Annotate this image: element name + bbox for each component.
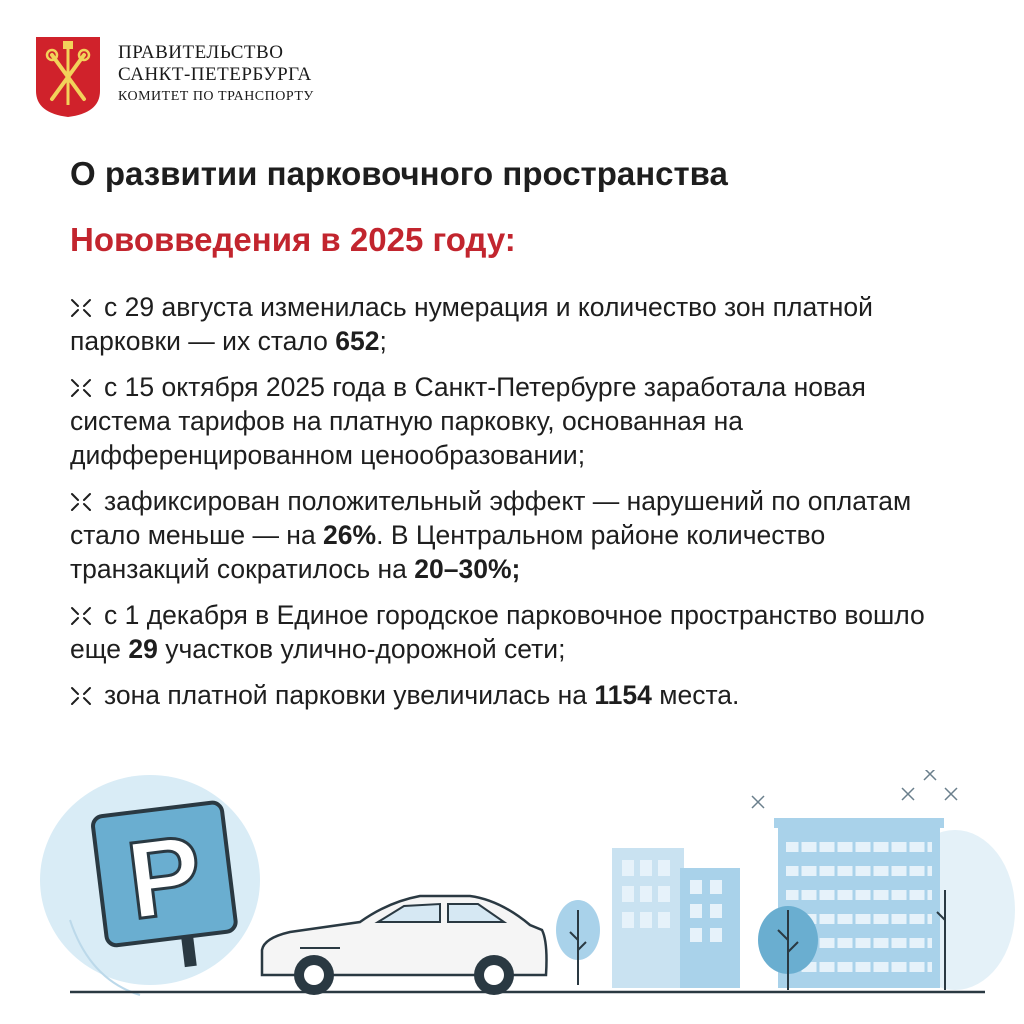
list-item	[70, 484, 970, 586]
item-text: с 29 августа изменилась нумерация и количество зон платной парковки — их стало	[70, 292, 873, 356]
header	[36, 37, 314, 117]
committee-name: КОМИТЕТ ПО ТРАНСПОРТУ	[118, 89, 314, 104]
item-text: с 15 октября 2025 года в Санкт-Петербурге заработала новая система тарифов на платную парковку, основанная на дифференцированном ценообразовании;	[70, 372, 866, 470]
highlight-value: 20–30%;	[414, 554, 521, 584]
highlight-value: 1154	[594, 680, 652, 710]
list-item	[70, 678, 970, 712]
building-left	[612, 848, 740, 988]
parking-sign-letter: P	[120, 811, 209, 943]
sparkle-bullet-icon	[70, 492, 92, 512]
item-text: . В Центральном районе количество транзакций сократилось на	[70, 520, 826, 584]
list-item	[70, 598, 970, 666]
item-text: с 1 декабря в Единое городское парковочное пространство вошло еще	[70, 600, 925, 664]
gov-line-1: ПРАВИТЕЛЬСТВО	[118, 42, 284, 63]
item-text: участков улично-дорожной сети;	[157, 634, 566, 664]
highlight-value: 29	[128, 634, 158, 664]
subtitle: Нововведения в 2025 году:	[70, 221, 516, 258]
government-name	[118, 42, 314, 107]
list-item	[70, 370, 970, 472]
page-title: О развитии парковочного пространства	[70, 155, 728, 192]
tree-icon	[556, 900, 600, 985]
sparkle-bullet-icon	[70, 686, 92, 706]
sparkle-icon	[752, 770, 957, 808]
news-list	[70, 290, 970, 724]
item-text: места.	[651, 680, 740, 710]
parking-illustration	[0, 770, 1024, 1024]
item-text: зафиксирован положительный эффект — нарушений по оплатам стало меньше — на	[70, 486, 912, 550]
highlight-value: 652	[335, 326, 380, 356]
sparkle-bullet-icon	[70, 606, 92, 626]
item-text: ;	[379, 326, 387, 356]
item-text: зона платной парковки увеличилась на	[104, 680, 595, 710]
sparkle-bullet-icon	[70, 378, 92, 398]
sparkle-bullet-icon	[70, 298, 92, 318]
gov-line-2: САНКТ-ПЕТЕРБУРГА	[118, 64, 312, 85]
list-item	[70, 290, 970, 358]
car-icon	[262, 896, 547, 995]
coat-of-arms-icon	[36, 37, 100, 117]
highlight-value: 26%	[323, 520, 377, 550]
